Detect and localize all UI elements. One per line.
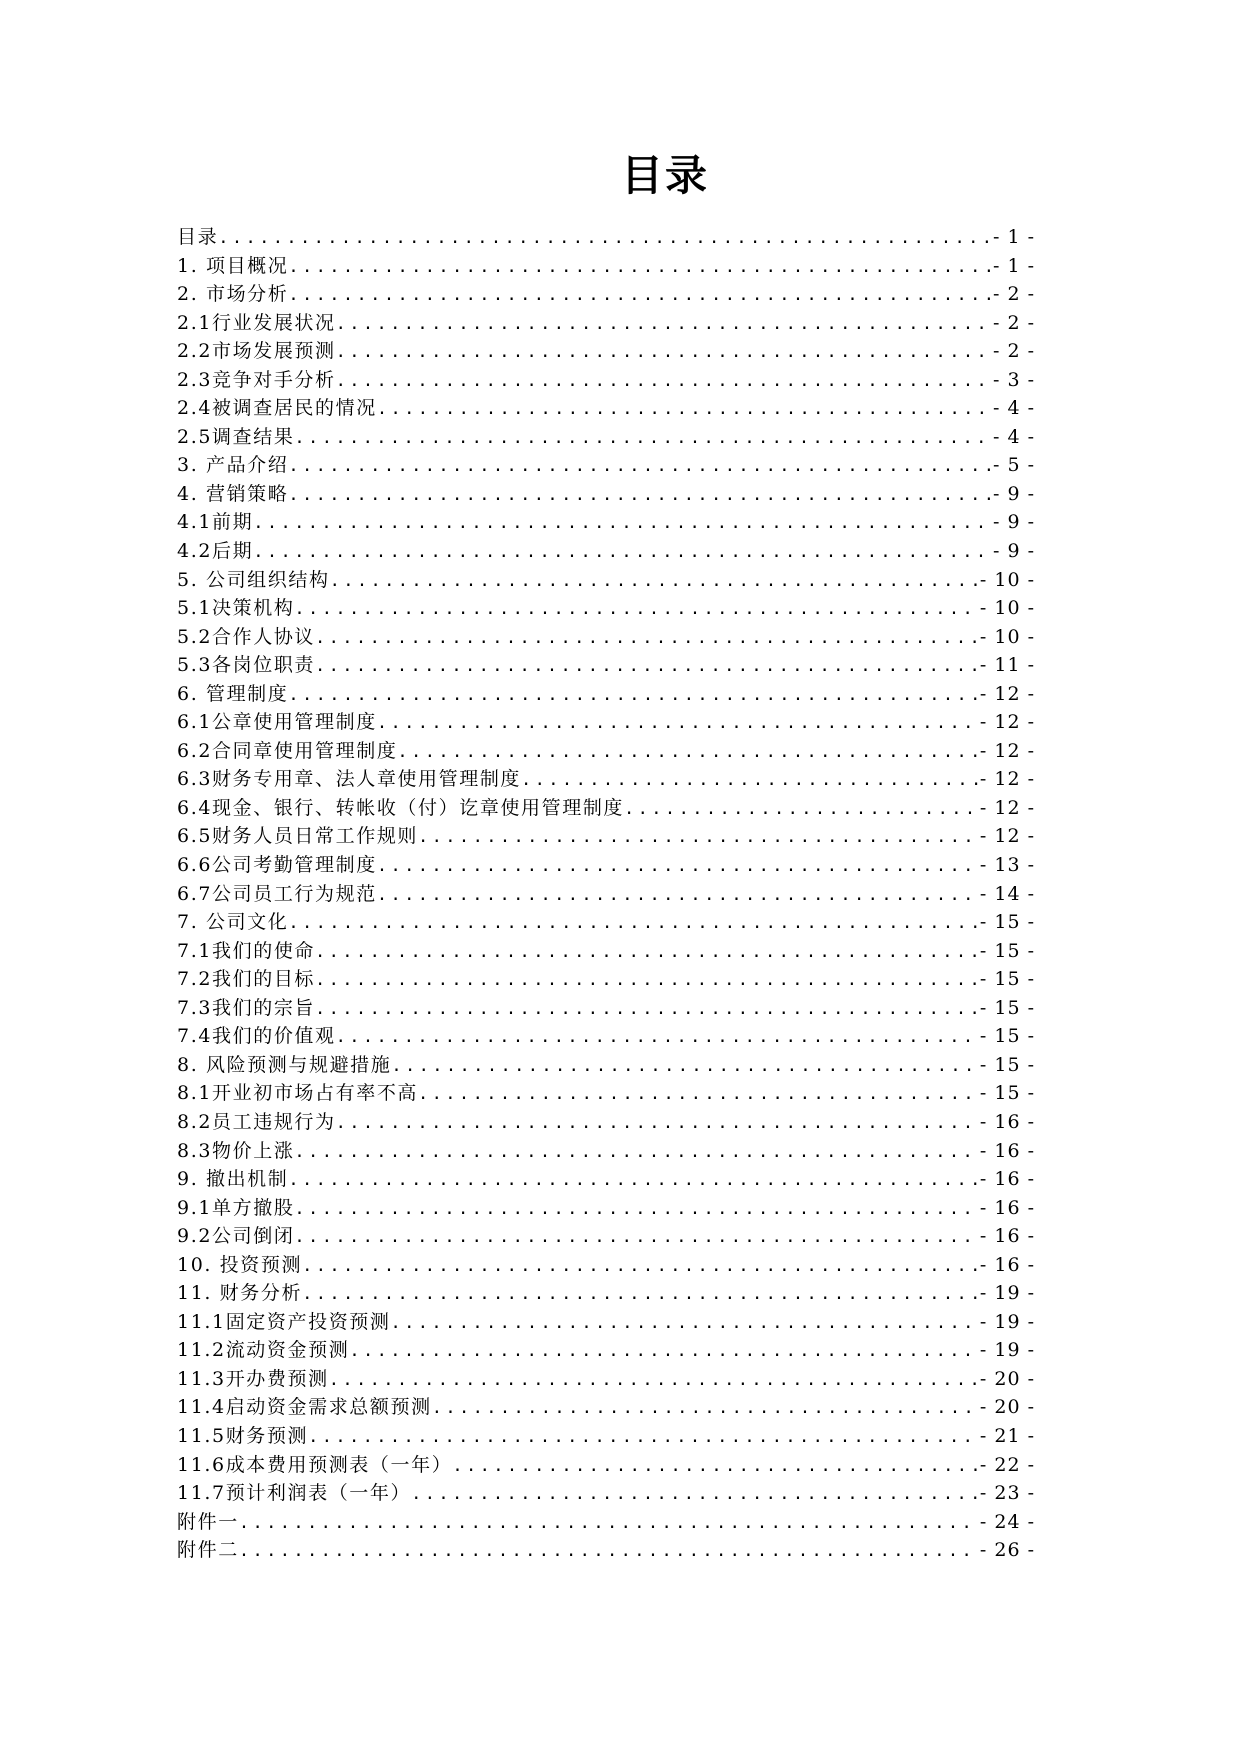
toc-entry-label: 10. 投资预测	[177, 1253, 303, 1276]
toc-entry[interactable]	[177, 908, 1035, 937]
toc-entry[interactable]	[177, 680, 1035, 709]
toc-entry-label: 7.1我们的使命	[177, 939, 316, 962]
toc-entry[interactable]	[177, 1022, 1035, 1051]
toc-dot-leader	[288, 481, 991, 510]
toc-entry-label: 附件一	[177, 1510, 239, 1533]
toc-entry[interactable]	[177, 423, 1035, 452]
toc-entry[interactable]	[177, 794, 1035, 823]
toc-entry[interactable]	[177, 1422, 1035, 1451]
toc-entry[interactable]	[177, 1251, 1035, 1280]
toc-page-number: - 16 -	[979, 1253, 1035, 1276]
toc-entry-label: 6. 管理制度	[177, 682, 289, 705]
toc-entry-label: 附件二	[177, 1539, 239, 1562]
toc-dot-leader	[288, 452, 991, 481]
toc-dot-leader	[294, 1195, 977, 1224]
toc-entry[interactable]	[177, 623, 1035, 652]
toc-page-number: - 23 -	[979, 1482, 1035, 1505]
toc-entry[interactable]	[177, 1536, 1035, 1565]
toc-entry-label: 5. 公司组织结构	[177, 568, 330, 591]
toc-page-number: - 16 -	[979, 1196, 1035, 1219]
toc-dot-leader	[377, 709, 978, 738]
toc-page-number: - 9 -	[992, 540, 1035, 563]
toc-entry-label: 目录	[177, 226, 219, 248]
toc-page-number: - 12 -	[979, 682, 1035, 705]
toc-entry[interactable]	[177, 1393, 1035, 1422]
toc-entry-label: 7.4我们的价值观	[177, 1025, 336, 1048]
toc-entry[interactable]	[177, 851, 1035, 880]
toc-dot-leader	[432, 1394, 978, 1423]
toc-entry[interactable]	[177, 822, 1035, 851]
toc-dot-leader	[288, 681, 978, 710]
toc-entry-label: 6.7公司员工行为规范	[177, 882, 377, 905]
toc-entry-label: 8.1开业初市场占有率不高	[177, 1082, 419, 1105]
toc-dot-leader	[521, 766, 978, 795]
toc-entry[interactable]	[177, 994, 1035, 1023]
toc-dot-leader	[239, 1509, 978, 1538]
toc-dot-leader	[336, 1023, 978, 1052]
toc-entry[interactable]	[177, 1479, 1035, 1508]
toc-entry[interactable]	[177, 1365, 1035, 1394]
toc-dot-leader	[391, 1052, 978, 1081]
toc-page-number: - 12 -	[979, 739, 1035, 762]
toc-page-number: - 4 -	[992, 425, 1035, 448]
toc-page-number: - 21 -	[979, 1424, 1035, 1447]
toc-page-number: - 5 -	[992, 454, 1035, 477]
toc-dot-leader	[452, 1452, 978, 1481]
toc-entry[interactable]	[177, 708, 1035, 737]
toc-entry-label: 5.3各岗位职责	[177, 654, 316, 677]
page-title: 目录	[620, 151, 709, 200]
toc-entry[interactable]	[177, 765, 1035, 794]
toc-entry[interactable]	[177, 337, 1035, 366]
toc-entry[interactable]	[177, 1165, 1035, 1194]
toc-entry-label: 2.2市场发展预测	[177, 340, 336, 363]
toc-entry-label: 11.2流动资金预测	[177, 1339, 350, 1362]
toc-entry-label: 8.2员工违规行为	[177, 1110, 336, 1133]
toc-entry-label: 8.3物价上涨	[177, 1139, 295, 1162]
toc-dot-leader	[294, 1223, 977, 1252]
toc-dot-leader	[418, 823, 978, 852]
toc-dot-leader	[349, 1337, 978, 1366]
toc-page-number: - 12 -	[979, 768, 1035, 791]
toc-page-number: - 16 -	[979, 1225, 1035, 1248]
toc-entry[interactable]	[177, 1222, 1035, 1251]
table-of-contents	[177, 223, 1035, 1565]
toc-page-number: - 19 -	[979, 1282, 1035, 1305]
toc-entry-label: 6.6公司考勤管理制度	[177, 854, 377, 877]
toc-entry-label: 8. 风险预测与规避措施	[177, 1053, 392, 1076]
toc-page-number: - 16 -	[979, 1110, 1035, 1133]
toc-dot-leader	[294, 595, 977, 624]
toc-page-number: - 10 -	[979, 625, 1035, 648]
toc-entry[interactable]	[177, 480, 1035, 509]
toc-dot-leader	[397, 738, 977, 767]
toc-dot-leader	[315, 966, 978, 995]
toc-page-number: - 24 -	[979, 1510, 1035, 1533]
toc-entry[interactable]	[177, 566, 1035, 595]
toc-dot-leader	[336, 310, 991, 339]
toc-entry[interactable]	[177, 252, 1035, 281]
toc-entry-label: 5.1决策机构	[177, 597, 295, 620]
toc-page-number: - 9 -	[992, 482, 1035, 505]
toc-dot-leader	[315, 995, 978, 1024]
toc-page-number: - 13 -	[979, 854, 1035, 877]
toc-entry[interactable]	[177, 1279, 1035, 1308]
toc-entry[interactable]	[177, 280, 1035, 309]
toc-entry-label: 2.5调查结果	[177, 425, 295, 448]
toc-entry[interactable]	[177, 880, 1035, 909]
toc-page-number: - 15 -	[979, 939, 1035, 962]
toc-page-number: - 16 -	[979, 1168, 1035, 1191]
toc-entry-label: 11.3开办费预测	[177, 1367, 329, 1390]
toc-page-number: - 19 -	[979, 1310, 1035, 1333]
toc-dot-leader	[329, 1366, 978, 1395]
toc-entry[interactable]	[177, 537, 1035, 566]
toc-dot-leader	[302, 1252, 978, 1281]
toc-entry-label: 2.3竞争对手分析	[177, 368, 336, 391]
toc-page-number: - 12 -	[979, 796, 1035, 819]
toc-dot-leader	[315, 652, 978, 681]
toc-entry-label: 11.6成本费用预测表（一年）	[177, 1453, 453, 1476]
toc-entry-label: 3. 产品介绍	[177, 454, 289, 477]
toc-entry-label: 4.2后期	[177, 540, 254, 563]
toc-entry[interactable]	[177, 594, 1035, 623]
toc-dot-leader	[302, 1280, 978, 1309]
toc-entry[interactable]	[177, 965, 1035, 994]
toc-entry-label: 4.1前期	[177, 511, 254, 534]
toc-page-number: - 2 -	[992, 311, 1035, 334]
toc-entry[interactable]	[177, 1137, 1035, 1166]
toc-page-number: - 22 -	[979, 1453, 1035, 1476]
toc-entry-label: 6.1公章使用管理制度	[177, 711, 377, 734]
toc-page-number: - 15 -	[979, 1053, 1035, 1076]
toc-entry-label: 6.5财务人员日常工作规则	[177, 825, 419, 848]
toc-page-number: - 15 -	[979, 911, 1035, 934]
toc-entry[interactable]	[177, 1194, 1035, 1223]
toc-entry[interactable]	[177, 737, 1035, 766]
toc-page-number: - 1 -	[992, 226, 1035, 248]
toc-dot-leader	[253, 538, 991, 567]
toc-entry-label: 7. 公司文化	[177, 911, 289, 934]
toc-dot-leader	[288, 909, 978, 938]
toc-page-number: - 16 -	[979, 1139, 1035, 1162]
toc-page-number: - 15 -	[979, 1082, 1035, 1105]
toc-page-number: - 12 -	[979, 825, 1035, 848]
toc-page-number: - 12 -	[979, 711, 1035, 734]
toc-dot-leader	[253, 509, 991, 538]
toc-entry[interactable]	[177, 451, 1035, 480]
toc-page-number: - 2 -	[992, 340, 1035, 363]
toc-dot-leader	[288, 1166, 978, 1195]
toc-page-number: - 15 -	[979, 1025, 1035, 1048]
toc-entry[interactable]	[177, 394, 1035, 423]
toc-entry-label: 2.4被调查居民的情况	[177, 397, 377, 420]
toc-entry-label: 11.1固定资产投资预测	[177, 1310, 391, 1333]
toc-entry[interactable]	[177, 366, 1035, 395]
toc-dot-leader	[330, 567, 978, 596]
toc-dot-leader	[288, 253, 991, 282]
toc-page-number: - 9 -	[992, 511, 1035, 534]
toc-entry[interactable]	[177, 937, 1035, 966]
toc-dot-leader	[336, 367, 991, 396]
toc-entry[interactable]	[177, 508, 1035, 537]
toc-entry-label: 2.1行业发展状况	[177, 311, 336, 334]
toc-entry-label: 11. 财务分析	[177, 1282, 303, 1305]
toc-dot-leader	[391, 1309, 978, 1338]
toc-entry-label: 9.2公司倒闭	[177, 1225, 295, 1248]
toc-entry[interactable]	[177, 1508, 1035, 1537]
toc-entry-label: 6.2合同章使用管理制度	[177, 739, 398, 762]
toc-entry-label: 4. 营销策略	[177, 482, 289, 505]
toc-entry[interactable]	[177, 309, 1035, 338]
toc-entry-label: 1. 项目概况	[177, 254, 289, 277]
toc-entry-label: 5.2合作人协议	[177, 625, 316, 648]
toc-entry[interactable]	[177, 1308, 1035, 1337]
toc-dot-leader	[294, 1138, 977, 1167]
toc-dot-leader	[377, 395, 991, 424]
toc-dot-leader	[294, 424, 991, 453]
toc-page-number: - 11 -	[979, 654, 1035, 677]
toc-page-number: - 3 -	[992, 368, 1035, 391]
toc-entry-label: 7.3我们的宗旨	[177, 996, 316, 1019]
toc-entry[interactable]	[177, 223, 1035, 252]
toc-dot-leader	[288, 281, 991, 310]
toc-entry-label: 9.1单方撤股	[177, 1196, 295, 1219]
toc-entry-label: 2. 市场分析	[177, 283, 289, 306]
toc-page-number: - 10 -	[979, 568, 1035, 591]
toc-page-number: - 4 -	[992, 397, 1035, 420]
toc-entry[interactable]	[177, 1108, 1035, 1137]
toc-page-number: - 15 -	[979, 996, 1035, 1019]
toc-page-number: - 26 -	[979, 1539, 1035, 1562]
toc-dot-leader	[218, 224, 991, 253]
toc-page-number: - 14 -	[979, 882, 1035, 905]
toc-entry-label: 7.2我们的目标	[177, 968, 316, 991]
toc-page-number: - 15 -	[979, 968, 1035, 991]
toc-dot-leader	[315, 938, 978, 967]
toc-page-number: - 20 -	[979, 1367, 1035, 1390]
toc-dot-leader	[377, 881, 978, 910]
toc-page-number: - 1 -	[992, 254, 1035, 277]
toc-dot-leader	[315, 624, 978, 653]
toc-dot-leader	[308, 1423, 978, 1452]
toc-entry[interactable]	[177, 651, 1035, 680]
toc-entry-label: 6.3财务专用章、法人章使用管理制度	[177, 768, 522, 791]
toc-page-number: - 10 -	[979, 597, 1035, 620]
toc-dot-leader	[418, 1080, 978, 1109]
toc-entry-label: 9. 撤出机制	[177, 1168, 289, 1191]
toc-entry-label: 11.4启动资金需求总额预测	[177, 1396, 432, 1419]
toc-dot-leader	[336, 338, 991, 367]
toc-page-number: - 2 -	[992, 283, 1035, 306]
toc-entry[interactable]	[177, 1336, 1035, 1365]
toc-entry[interactable]	[177, 1451, 1035, 1480]
toc-dot-leader	[239, 1537, 978, 1566]
toc-entry[interactable]	[177, 1079, 1035, 1108]
toc-entry[interactable]	[177, 1051, 1035, 1080]
toc-entry-label: 6.4现金、银行、转帐收（付）讫章使用管理制度	[177, 796, 625, 819]
toc-entry-label: 11.5财务预测	[177, 1424, 309, 1447]
toc-page-number: - 19 -	[979, 1339, 1035, 1362]
toc-dot-leader	[377, 852, 978, 881]
toc-dot-leader	[411, 1480, 978, 1509]
toc-page-number: - 20 -	[979, 1396, 1035, 1419]
toc-entry-label: 11.7预计利润表（一年）	[177, 1482, 412, 1505]
toc-dot-leader	[624, 795, 978, 824]
toc-dot-leader	[336, 1109, 978, 1138]
